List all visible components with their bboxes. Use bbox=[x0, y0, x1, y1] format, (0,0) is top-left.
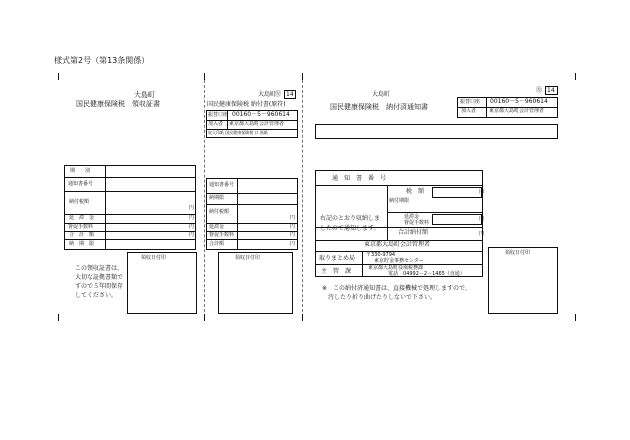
notice-account-box bbox=[457, 97, 558, 118]
notice-due-label: 納付期限 bbox=[389, 198, 410, 204]
notice-holder-label: 加入者 bbox=[461, 108, 477, 114]
receipt-note-line: 大切な証拠書類で bbox=[75, 274, 124, 281]
stub-holder-label: 加入者 bbox=[208, 121, 224, 127]
perforation-tick bbox=[58, 314, 59, 321]
notice-collector-name: 東京貯金事務センター bbox=[374, 258, 424, 264]
stub-row-label: 納期限 bbox=[209, 195, 225, 201]
notice-memo-line: 右記のとおり収納しま bbox=[320, 215, 381, 222]
receipt-stamp-label: 領収日付印 bbox=[141, 255, 167, 261]
notice-collector-label: 取りまとめ局 bbox=[319, 255, 356, 262]
notice-number-label: 通 知 書 番 号 bbox=[332, 175, 387, 182]
notice-memo-line: したので通知します。 bbox=[320, 225, 380, 232]
stub-town: 大島町 bbox=[258, 91, 277, 98]
notice-warning-line: 汚したり折り曲げたりしないで下さい。 bbox=[322, 294, 437, 301]
notice-yen: 円 bbox=[479, 231, 485, 237]
perforation-line bbox=[204, 80, 205, 312]
receipt-row-label: 延 滞 金 bbox=[69, 215, 95, 221]
stub-yen: 円 bbox=[290, 232, 296, 238]
notice-blank-strip bbox=[315, 124, 558, 139]
stub-copy-number-box bbox=[284, 90, 296, 99]
receipt-yen: 円 bbox=[189, 205, 195, 211]
notice-owner-label: 主 管 課 bbox=[321, 268, 352, 275]
notice-tax-label: 税 額 bbox=[406, 188, 425, 195]
stub-row-label: 延滞金 bbox=[209, 224, 225, 230]
notice-tax-field bbox=[432, 187, 485, 198]
receipt-row-label: 通知書番号 bbox=[68, 181, 94, 187]
stub-account-value: 00160－5－960614 bbox=[232, 111, 290, 118]
notice-phone: 電話 04992－2－1465（直通） bbox=[388, 271, 465, 277]
notice-total-label: 合計納付額 bbox=[398, 229, 429, 236]
receipt-note-line: すので５年間保存 bbox=[75, 283, 124, 290]
notice-collector-zip: 〒330-9794 bbox=[366, 252, 396, 258]
notice-stamp-area bbox=[488, 247, 558, 314]
stub-yen: 円 bbox=[290, 215, 296, 221]
notice-account-value: 00160－5－960614 bbox=[490, 98, 548, 105]
receipt-yen: 円 bbox=[189, 224, 195, 230]
stub-copy-mark: ㊧ bbox=[275, 91, 282, 98]
stub-stamp-label: 領収日付印 bbox=[235, 255, 261, 261]
perforation-line bbox=[302, 80, 303, 312]
perforation-tick bbox=[575, 314, 576, 321]
receipt-row-label: 納付税額 bbox=[69, 199, 90, 205]
notice-account-label: 振替口座 bbox=[460, 99, 481, 105]
notice-yen: 円 bbox=[479, 189, 485, 195]
notice-late-field bbox=[432, 214, 485, 225]
receipt-note-line: してください。 bbox=[75, 292, 118, 299]
receipt-row-label: 納 期 限 bbox=[69, 241, 95, 247]
receipt-table bbox=[64, 165, 196, 250]
stub-account-box bbox=[206, 110, 298, 138]
perforation-tick bbox=[302, 314, 303, 321]
form-number: 様式第2号（第13条関係） bbox=[54, 56, 150, 65]
stub-holder-value: 東京都大島町会計管理者 bbox=[229, 121, 285, 127]
stub-stamp-row: 収入印紙 国民健康保険税 口 黒紙 bbox=[208, 130, 268, 135]
notice-town: 大島町 bbox=[372, 91, 391, 98]
receipt-town: 大島町 bbox=[134, 91, 155, 99]
notice-copy-number: 14 bbox=[547, 87, 555, 94]
notice-copy-number-box bbox=[545, 86, 558, 95]
stub-copy-number: 14 bbox=[286, 91, 294, 98]
stub-row-label: 督促手数料 bbox=[209, 232, 235, 238]
perforation-tick bbox=[302, 73, 303, 80]
stub-row-label: 通知書番号 bbox=[209, 182, 235, 188]
receipt-title: 国民健康保険税 領収証書 bbox=[76, 100, 160, 108]
receipt-stamp-area bbox=[127, 252, 197, 314]
perforation-tick bbox=[204, 73, 205, 80]
notice-warning-line: ※ この納付済通知書は、直接機械で処理しますので、 bbox=[322, 285, 471, 292]
notice-fee-label: 督促手数料 bbox=[404, 220, 430, 226]
perforation-tick bbox=[204, 314, 205, 321]
stub-yen: 円 bbox=[290, 241, 296, 247]
notice-manager: 東京都大島町会計管理者 bbox=[364, 241, 431, 248]
notice-copy-mark: ㊧ bbox=[536, 87, 543, 94]
receipt-row-label: 督促手数料 bbox=[68, 224, 94, 230]
notice-title: 国民健康保険税 納付済通知書 bbox=[330, 103, 428, 111]
stub-table bbox=[206, 178, 298, 250]
stub-stamp-area bbox=[218, 252, 293, 314]
stub-yen: 円 bbox=[290, 224, 296, 230]
perforation-tick bbox=[58, 73, 59, 80]
notice-yen: 円 bbox=[479, 216, 485, 222]
notice-holder-value: 東京都大島町会計管理者 bbox=[489, 108, 545, 114]
stub-row-label: 合計額 bbox=[209, 241, 225, 247]
notice-owner-name: 東京都大島町役場税務課 bbox=[368, 265, 424, 271]
stub-account-label: 振替口座 bbox=[208, 112, 229, 118]
notice-late-label: 延滞金 bbox=[404, 214, 420, 220]
receipt-row-label: 期 別 bbox=[70, 168, 91, 174]
receipt-yen: 円 bbox=[189, 232, 195, 238]
perforation-tick bbox=[575, 73, 576, 80]
notice-stamp-label: 領収日付印 bbox=[505, 250, 531, 256]
stub-row-label: 納付税額 bbox=[209, 209, 230, 215]
receipt-row-label: 合 計 額 bbox=[69, 232, 95, 238]
receipt-note-line: この領収証書は、 bbox=[75, 265, 124, 272]
notice-main-table bbox=[315, 170, 483, 277]
stub-title: 国民健康保険税 納付書(原符) bbox=[207, 101, 286, 108]
receipt-yen: 円 bbox=[189, 215, 195, 221]
